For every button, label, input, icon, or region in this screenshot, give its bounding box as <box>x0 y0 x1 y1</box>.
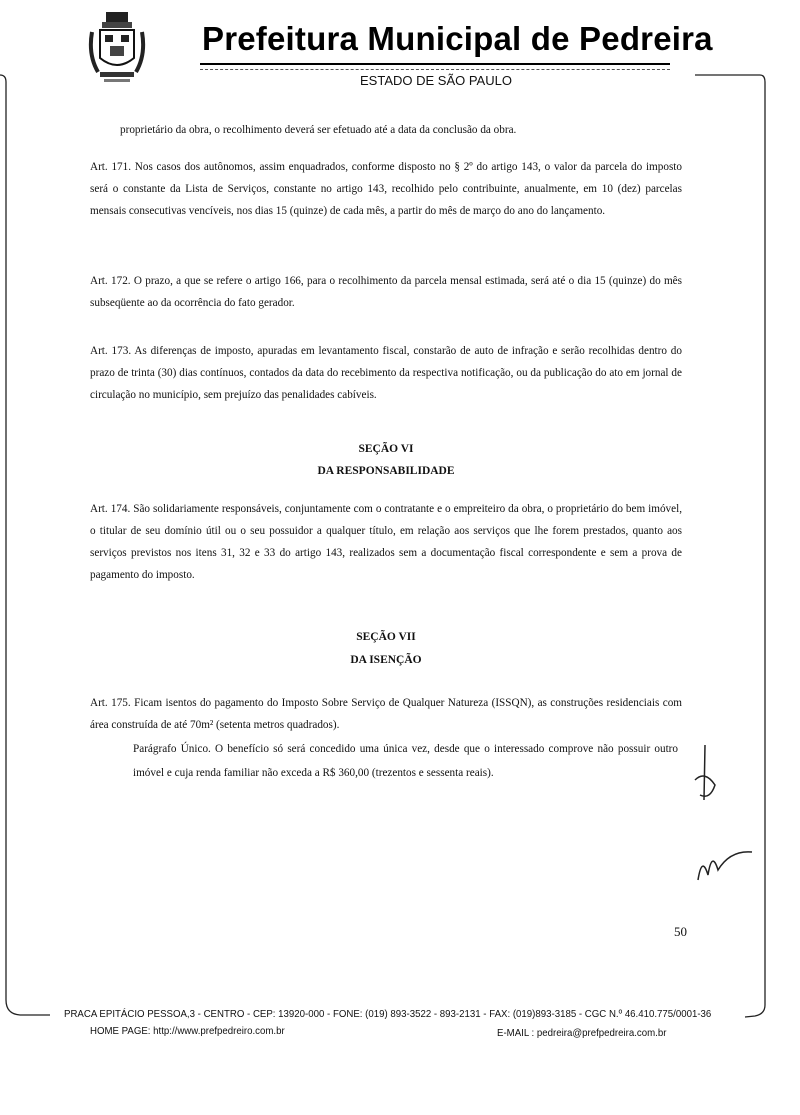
page-number: 50 <box>674 924 687 939</box>
paragrafo-unico: Parágrafo Único. O benefício só será concedido uma única vez, desde que o interessado comprove não possuir outro imóvel e cuja renda familiar não exceda a R$ 360,00 (trezentos e sessenta reais). <box>133 743 678 779</box>
section-vii-subtitle: DA ISENÇÃO <box>350 654 422 666</box>
section-vi-subtitle: DA RESPONSABILIDADE <box>317 465 455 477</box>
intro-paragraph: proprietário da obra, o recolhimento deverá ser efetuado até a data da conclusão da obra. <box>120 124 517 136</box>
coat-of-arms-icon <box>88 10 146 85</box>
handwritten-initials-icon <box>690 740 760 890</box>
article-175: Art. 175. Ficam isentos do pagamento do Imposto Sobre Serviço de Qualquer Natureza (ISSQN), as construções residenciais com área construída de até 70m² (setenta metros quadrados). <box>90 697 682 731</box>
article-174: Art. 174. São solidariamente responsáveis, conjuntamente com o contratante e o empreiteiro da obra, o proprietário do bem imóvel, o titular de seu domínio útil ou o seu possuidor a qualquer título, em relação aos serviços que lhe forem prestados, quanto aos serviços previstos nos itens 31, 32 e 33 do artigo 143, realizados sem a documentação fiscal correspondente e sem a prova de pagamento do imposto. <box>90 503 682 581</box>
section-vii-title: SEÇÃO VII <box>356 631 416 643</box>
footer-homepage: HOME PAGE: http://www.prefpedreiro.com.br <box>90 1025 285 1037</box>
section-vi-title: SEÇÃO VI <box>358 443 414 455</box>
header-divider <box>200 63 670 65</box>
footer-email: E-MAIL : pedreira@prefpedreira.com.br <box>497 1027 667 1039</box>
article-171: Art. 171. Nos casos dos autônomos, assim enquadrados, conforme disposto no § 2º do artigo 143, o valor da parcela do imposto será o constante da Lista de Serviços, constante no artigo 143, recolhido pelo contribuinte, anualmente, em 10 (dez) parcelas mensais consecutivas vencíveis, nos dias 15 (quinze) de cada mês, a partir do mês de março do ano do lançamento. <box>90 161 682 217</box>
footer-address: PRACA EPITÁCIO PESSOA,3 - CENTRO - CEP: 13920-000 - FONE: (019) 893-3522 - 893-2131 - FAX: (019)893-3185 - CGC N.º 46.410.775/0001-36 <box>64 1008 712 1020</box>
article-172: Art. 172. O prazo, a que se refere o artigo 166, para o recolhimento da parcela mensal estimada, será até o dia 15 (quinze) do mês subseqüente ao da ocorrência do fato gerador. <box>90 275 682 309</box>
header-title: Prefeitura Municipal de Pedreira <box>202 20 713 57</box>
header-divider-dashed <box>200 69 670 70</box>
header-subtitle: ESTADO DE SÃO PAULO <box>360 73 512 88</box>
article-173: Art. 173. As diferenças de imposto, apuradas em levantamento fiscal, constarão de auto de infração e serão recolhidas dentro do prazo de trinta (30) dias contínuos, contados da data do recebimento da respectiva notificação, ou da publicação do ato em jornal de circulação no município, sem prejuízo das penalidades cabíveis. <box>90 345 682 401</box>
